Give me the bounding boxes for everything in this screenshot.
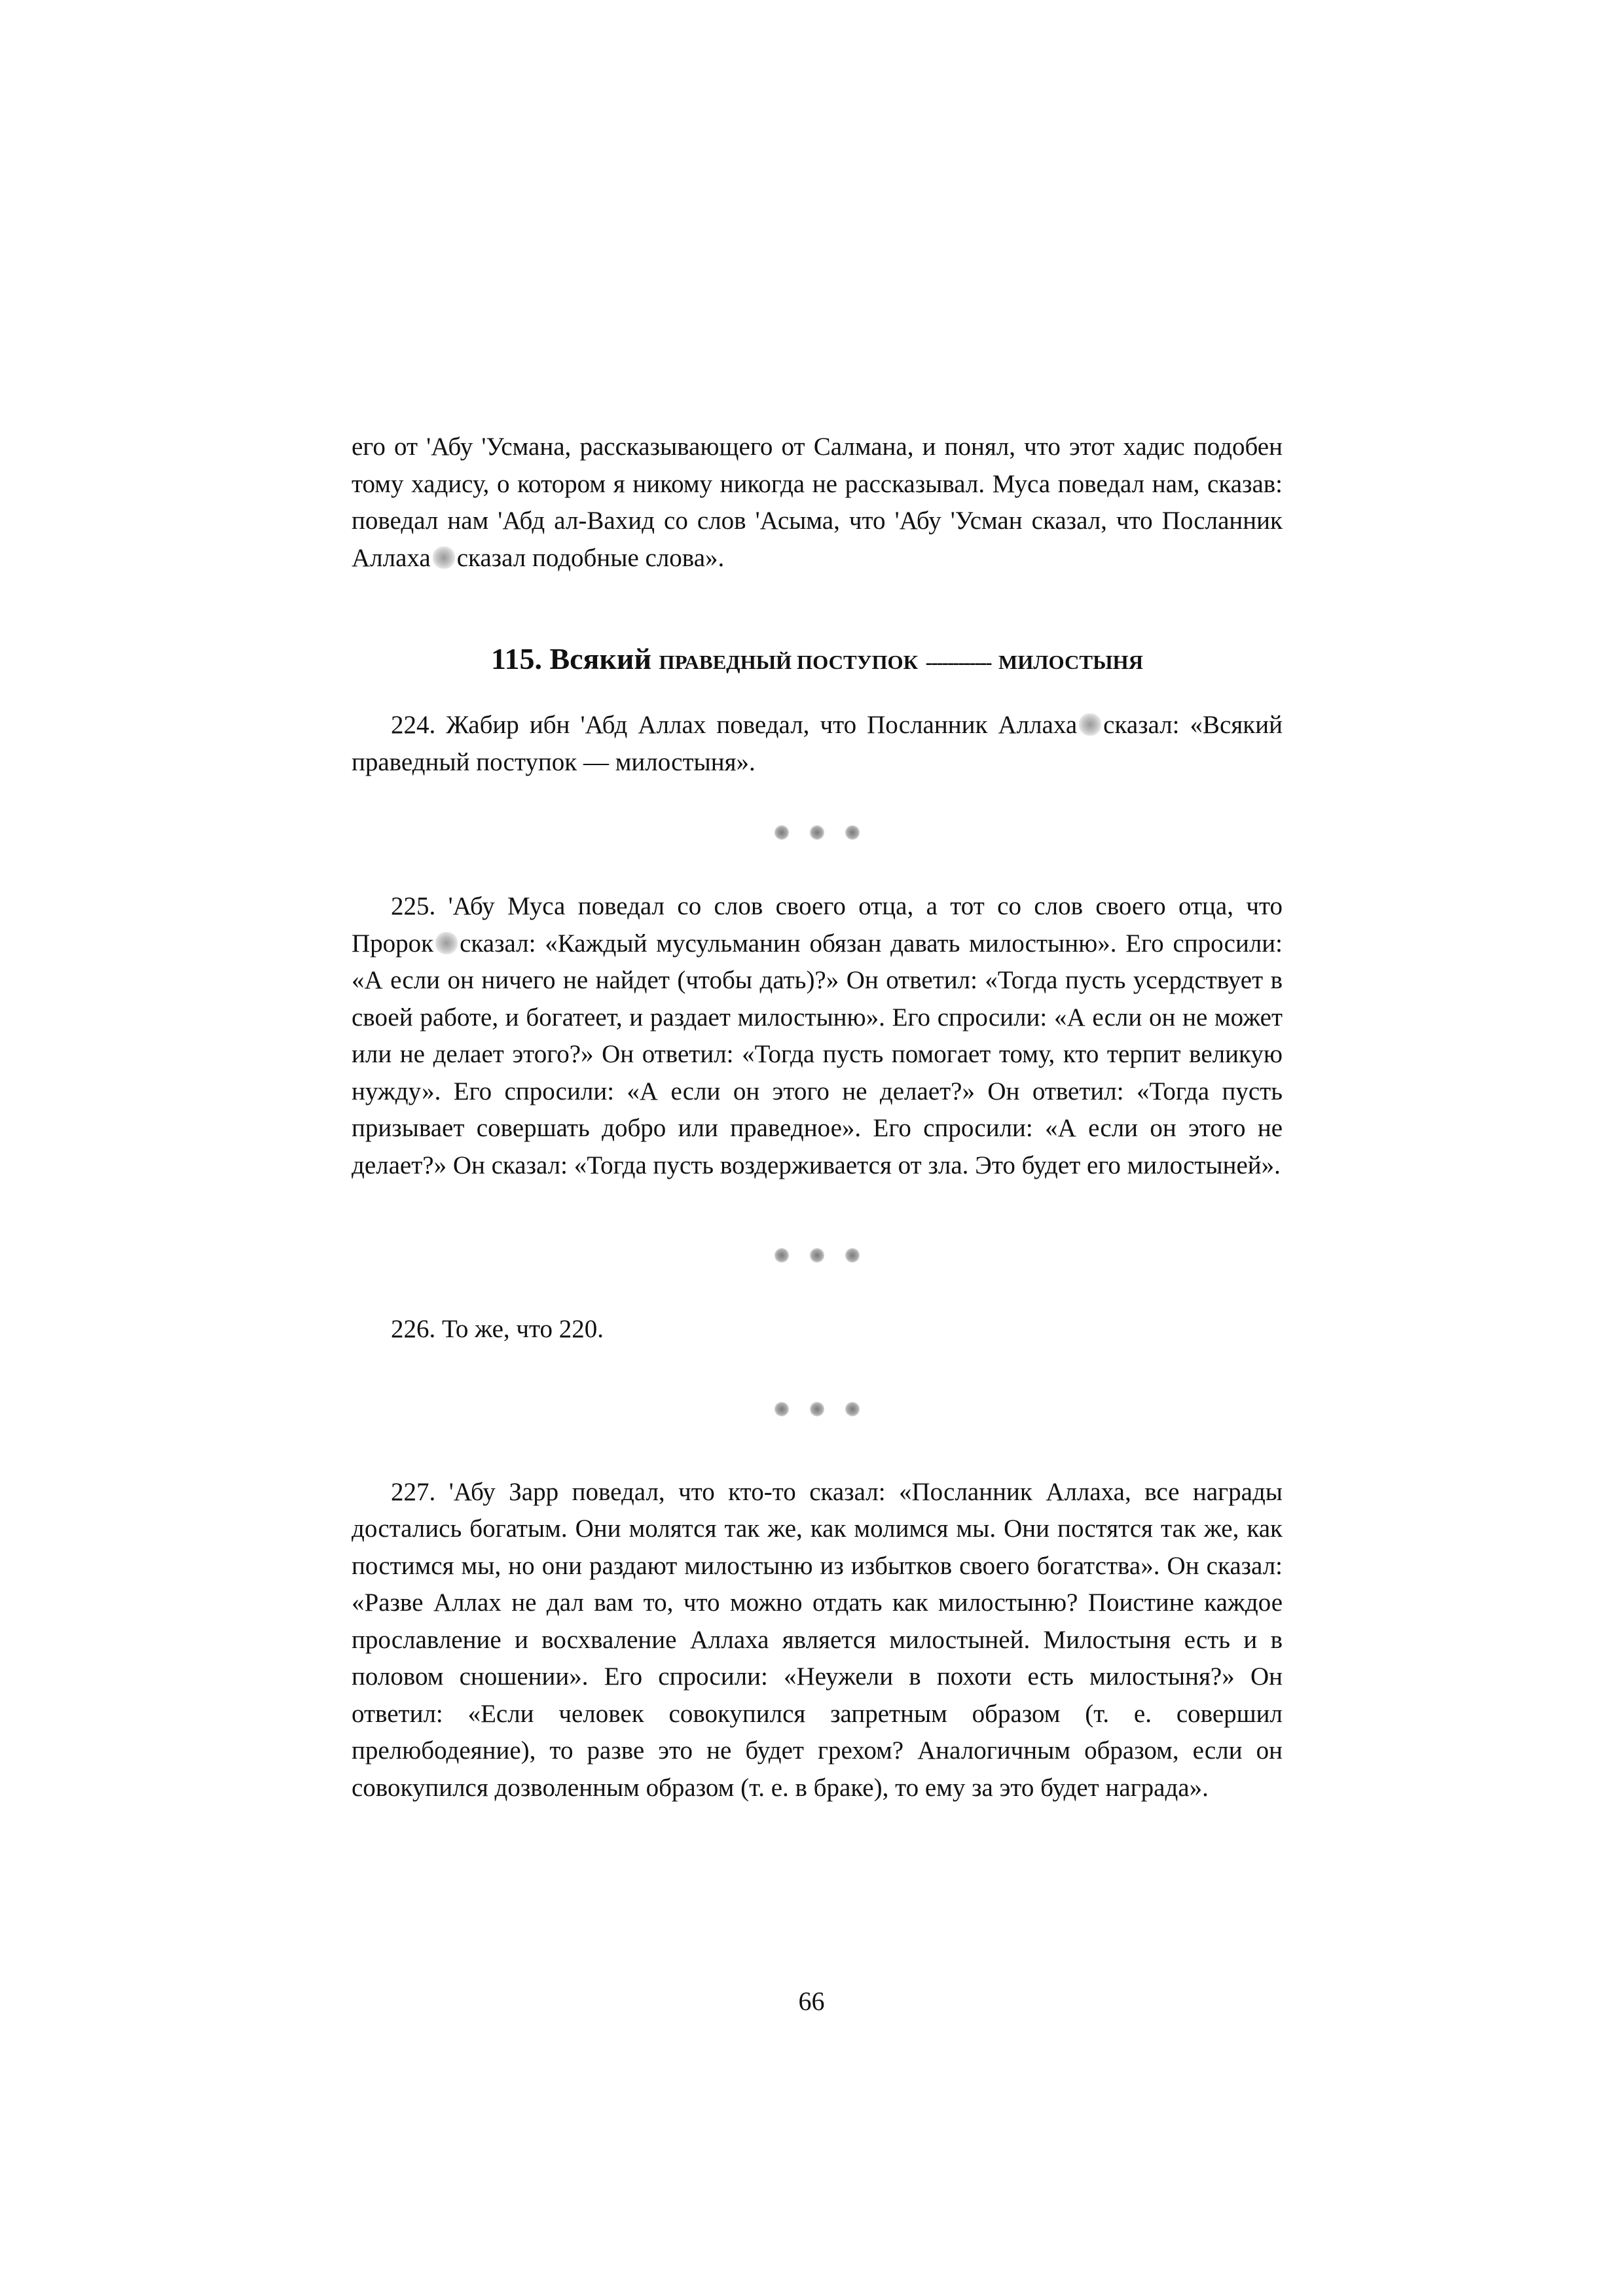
salutation-glyph-icon: [433, 547, 455, 569]
ornament-divider: [352, 821, 1283, 848]
hadith-225-text: 225. 'Абу Муса поведал со слов своего отца, а тот со слов своего отца, что Пророк: [352, 892, 1283, 958]
ornament-icon: [810, 1248, 824, 1263]
section-title-part2: МИЛОСТЫНЯ: [998, 651, 1144, 673]
ornament-divider: [352, 1244, 1283, 1270]
ornament-icon: [845, 825, 860, 840]
ornament-icon: [775, 825, 789, 840]
continuation-text: его от 'Абу 'Усмана, рассказывающего от Салмана, и понял, что этот хадис подобен тому хадису, о котором я никому никогда не рассказывал. Муса поведал нам, сказав: поведал нам 'Абд ал-Вахид со слов 'Асыма, что 'Абу 'Усман сказал, что Посланник Аллаха: [352, 433, 1283, 572]
salutation-glyph-icon: [1079, 713, 1101, 736]
section-heading: [352, 639, 1283, 682]
ornament-icon: [810, 1402, 824, 1416]
hadith-225: [352, 888, 1283, 1184]
salutation-glyph-icon: [435, 932, 458, 954]
page-body: [352, 429, 1283, 1806]
hadith-224-text-end: сказал: «Всякий праведный поступок — милостыня».: [352, 711, 1283, 776]
section-title-dashes: ------------: [925, 651, 991, 673]
ornament-icon: [775, 1248, 789, 1263]
hadith-225-text-end: сказал: «Каждый мусульманин обязан давать милостыню». Его спросили: «А если он ничего не найдет (чтобы дать)?» Он ответил: «Тогда пусть усердствует в своей работе, и богатеет, и раздает милостыню». Его спросили: «А если он не может или не делает этого?» Он ответил: «Тогда пусть помогает тому, кто терпит великую нужду». Его спросили: «А если он этого не делает?» Он ответил: «Тогда пусть призывает совершать добро или праведное». Его спросили: «А если он этого не делает?» Он сказал: «Тогда пусть воздерживается от зла. Это будет его милостыней».: [352, 929, 1283, 1179]
hadith-227: 227. 'Абу Зарр поведал, что кто-то сказал: «Посланник Аллаха, все награды достались богатым. Они молятся так же, как молимся мы. Они постятся так же, как постимся мы, но они раздают милостыню из избытков своего богатства». Он сказал: «Разве Аллах не дал вам то, что можно отдать как милостыню? Поистине каждое прославление и восхваление Аллаха является милостыней. Милостыня есть и в половом сношении». Его спросили: «Неужели в похоти есть милостыня?» Он ответил: «Если человек совокупился запретным образом (т. е. совершил прелюбодеяние), то разве это не будет грехом? Аналогичным образом, если он совокупился дозволенным образом (т. е. в браке), то ему за это будет награда».: [352, 1477, 1283, 1802]
ornament-icon: [775, 1402, 789, 1416]
continuation-paragraph: [352, 429, 1283, 577]
page-number: 66: [798, 1986, 825, 2016]
continuation-text-end: сказал подобные слова».: [456, 543, 725, 572]
hadith-226: 226. То же, что 220.: [391, 1315, 604, 1343]
hadith-224-text: 224. Жабир ибн 'Абд Аллах поведал, что Посланник Аллаха: [391, 711, 1078, 739]
hadith-224: [352, 707, 1283, 781]
ornament-icon: [810, 825, 824, 840]
section-number-title: 115. Всякий: [490, 642, 651, 675]
ornament-icon: [845, 1248, 860, 1263]
ornament-divider: [352, 1398, 1283, 1424]
ornament-icon: [845, 1402, 860, 1416]
section-title-part1: ПРАВЕДНЫЙ ПОСТУПОК: [659, 651, 919, 673]
